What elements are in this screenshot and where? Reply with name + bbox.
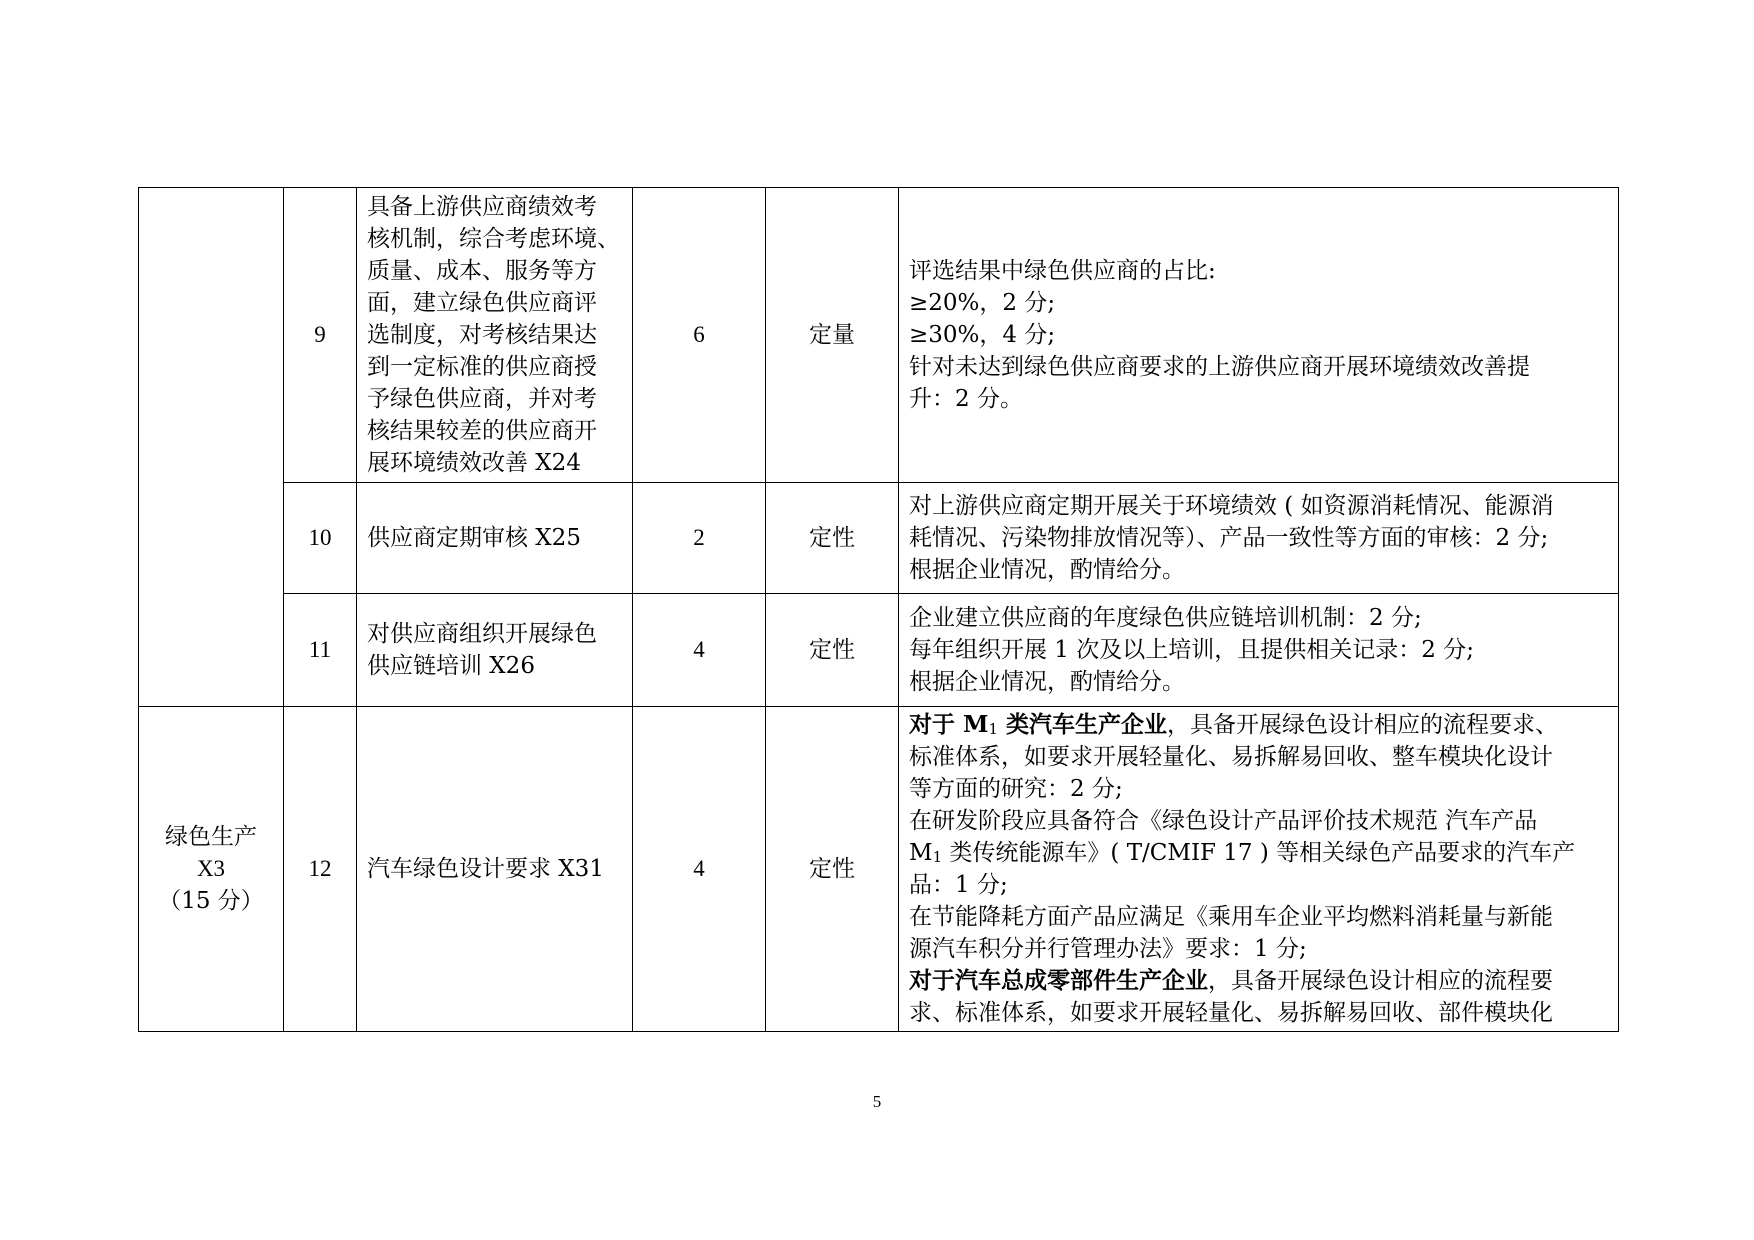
category-line: 绿色生产 — [165, 824, 257, 850]
page-number: 5 — [872, 1092, 882, 1111]
criteria-cell — [899, 483, 1619, 594]
table-row — [139, 188, 1619, 483]
score-cell: 4 — [633, 594, 766, 707]
indicator-line: 核结果较差的供应商开 — [367, 418, 597, 444]
category-cell-empty — [139, 188, 284, 707]
indicator-cell — [357, 594, 633, 707]
criteria-line: ≥20%，2 分; — [909, 290, 1056, 316]
criteria-bold: 对于 M — [909, 711, 989, 738]
indicator-line: 到一定标准的供应商授 — [367, 354, 597, 380]
indicator-cell — [357, 188, 633, 483]
criteria-line: 升：2 分。 — [909, 386, 1023, 412]
criteria-text: ，具备开展绿色设计相应的流程要 — [1208, 968, 1553, 994]
indicator-line: 对供应商组织开展绿色 — [367, 621, 597, 647]
criteria-line: 针对未达到绿色供应商要求的上游供应商开展环境绩效改善提 — [909, 354, 1530, 380]
row-number: 9 — [284, 188, 357, 483]
criteria-cell — [899, 594, 1619, 707]
criteria-line: 评选结果中绿色供应商的占比: — [909, 258, 1216, 284]
subscript: 1 — [932, 848, 943, 866]
score-cell: 4 — [633, 707, 766, 1032]
evaluation-table — [138, 187, 1619, 1032]
criteria-text: 类传统能源车》( T/CMIF 17 ) 等相关绿色产品要求的汽车产 — [942, 840, 1576, 866]
type-cell: 定性 — [766, 483, 899, 594]
criteria-line: 根据企业情况，酌情给分。 — [909, 557, 1185, 583]
criteria-line: 对上游供应商定期开展关于环境绩效 ( 如资源消耗情况、能源消 — [909, 493, 1554, 519]
category-cell — [139, 707, 284, 1032]
criteria-line: 耗情况、污染物排放情况等）、产品一致性等方面的审核：2 分; — [909, 525, 1549, 551]
category-line: X3 — [196, 856, 226, 881]
criteria-cell — [899, 188, 1619, 483]
type-cell: 定性 — [766, 707, 899, 1032]
criteria-line: 企业建立供应商的年度绿色供应链培训机制：2 分; — [909, 605, 1422, 631]
criteria-line: 标准体系，如要求开展轻量化、易拆解易回收、整车模块化设计 — [909, 744, 1553, 770]
indicator-line: 予绿色供应商，并对考 — [367, 386, 597, 412]
table-row — [139, 594, 1619, 707]
criteria-line: 每年组织开展 1 次及以上培训，且提供相关记录：2 分; — [909, 637, 1474, 663]
criteria-cell — [899, 707, 1619, 1032]
criteria-line: 等方面的研究：2 分; — [909, 776, 1123, 802]
criteria-line: 根据企业情况，酌情给分。 — [909, 669, 1185, 695]
criteria-line: ≥30%，4 分; — [909, 322, 1056, 348]
score-cell: 2 — [633, 483, 766, 594]
criteria-line: 源汽车积分并行管理办法》要求：1 分; — [909, 936, 1307, 962]
criteria-line: 求、标准体系，如要求开展轻量化、易拆解易回收、部件模块化 — [909, 1000, 1553, 1026]
indicator-line: 核机制，综合考虑环境、 — [367, 226, 620, 252]
criteria-bold: 对于汽车总成零部件生产企业 — [909, 967, 1208, 994]
indicator-cell — [357, 707, 633, 1032]
row-number: 12 — [284, 707, 357, 1032]
criteria-line — [909, 709, 1608, 741]
criteria-line — [909, 965, 1608, 997]
table-row — [139, 483, 1619, 594]
type-cell: 定量 — [766, 188, 899, 483]
indicator-line: 展环境绩效改善 X24 — [367, 450, 581, 476]
indicator-line: 供应链培训 X26 — [367, 653, 535, 679]
indicator-line: 供应商定期审核 X25 — [367, 525, 581, 551]
subscript: 1 — [988, 720, 999, 738]
type-cell: 定性 — [766, 594, 899, 707]
indicator-cell — [357, 483, 633, 594]
criteria-text: M — [909, 840, 933, 866]
row-number: 11 — [284, 594, 357, 707]
score-cell: 6 — [633, 188, 766, 483]
indicator-line: 汽车绿色设计要求 X31 — [367, 856, 604, 882]
indicator-line: 选制度，对考核结果达 — [367, 322, 597, 348]
table-row — [139, 707, 1619, 1032]
criteria-bold: 类汽车生产企业 — [998, 711, 1168, 738]
criteria-line: 在研发阶段应具备符合《绿色设计产品评价技术规范 汽车产品 — [909, 808, 1538, 834]
criteria-line — [909, 837, 1608, 869]
indicator-line: 质量、成本、服务等方 — [367, 258, 597, 284]
row-number: 10 — [284, 483, 357, 594]
criteria-line: 品：1 分; — [909, 872, 1008, 898]
indicator-line: 具备上游供应商绩效考 — [367, 194, 597, 220]
category-line: （15 分） — [158, 888, 264, 914]
indicator-line: 面，建立绿色供应商评 — [367, 290, 597, 316]
criteria-line: 在节能降耗方面产品应满足《乘用车企业平均燃料消耗量与新能 — [909, 904, 1553, 930]
criteria-text: ，具备开展绿色设计相应的流程要求、 — [1167, 712, 1559, 738]
